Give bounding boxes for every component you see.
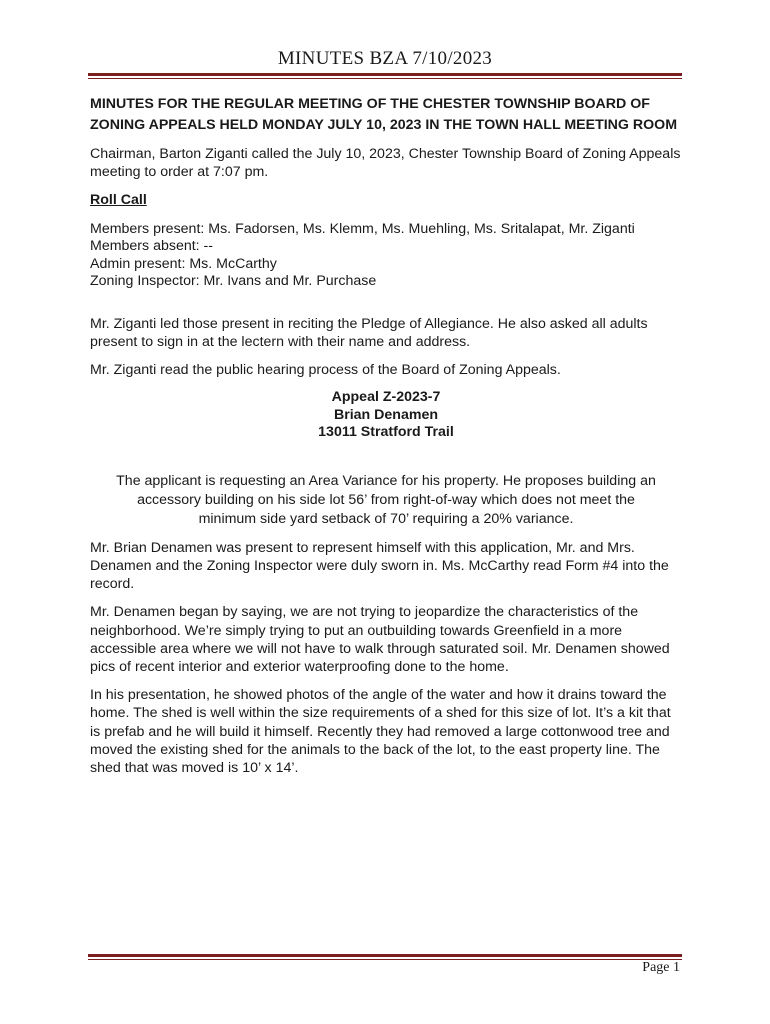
variance-request-paragraph: The applicant is requesting an Area Variance for his property. He proposes building an accessory building on his side lot 56’ from right-of-way which does not meet the minimum side yard setback of 70’ requiring a 20% variance. [116,472,656,527]
testimony-paragraph-3: In his presentation, he showed photos of the angle of the water and how it drains toward the home. The shed is well within the size requirements of a shed for this size of lot. It’s a kit that is prefab and he will build it himself. Recently they had removed a large cottonwood tree and moved the existing shed for the animals to the back of the lot, to the east property line. The shed that was moved is 10’ x 14’. [90,687,671,776]
header-divider [88,73,682,79]
call-to-order-paragraph: Chairman, Barton Ziganti called the July 10, 2023, Chester Township Board of Zoning Appeals meeting to order at 7:07 pm. [90,146,681,181]
hearing-process-paragraph: Mr. Ziganti read the public hearing process of the Board of Zoning Appeals. [90,362,561,379]
document-title: MINUTES FOR THE REGULAR MEETING OF THE CHESTER TOWNSHIP BOARD OF ZONING APPEALS HELD MONDAY JULY 10, 2023 IN THE TOWN HALL MEETING ROOM [90,96,678,133]
page-number: Page 1 [642,960,680,975]
document-body [90,94,682,787]
appeal-address: 13011 Stratford Trail [318,424,454,441]
pledge-paragraph: Mr. Ziganti led those present in reciting the Pledge of Allegiance. He also asked all adults present to sign in at the lectern with their name and address. [90,315,648,350]
appellant-name: Brian Denamen [333,406,439,423]
roll-call-list [90,221,682,291]
appeal-number: Appeal Z-2023-7 [331,389,441,406]
members-absent-line: Members absent: -- [90,238,213,255]
zoning-inspector-line: Zoning Inspector: Mr. Ivans and Mr. Purchase [90,273,377,290]
members-present-line: Members present: Ms. Fadorsen, Ms. Klemm, Ms. Muehling, Ms. Sritalapat, Mr. Ziganti [90,220,635,237]
testimony-paragraph-2: Mr. Denamen began by saying, we are not trying to jeopardize the characteristics of the neighborhood. We’re simply trying to put an outbuilding towards Greenfield in a more accessible area where we will not have to walk through saturated soil. Mr. Denamen showed pics of recent interior and exterior waterproofing done to the home. [90,604,670,675]
testimony-paragraph-1: Mr. Brian Denamen was present to represent himself with this application, Mr. and Mrs. Denamen and the Zoning Inspector were duly sworn in. Ms. McCarthy read Form #4 into the record. [90,539,669,593]
roll-call-heading: Roll Call [90,192,147,209]
admin-present-line: Admin present: Ms. McCarthy [90,255,277,272]
appeal-block [90,389,682,442]
footer-divider [88,954,682,960]
running-header: MINUTES BZA 7/10/2023 [277,48,493,69]
